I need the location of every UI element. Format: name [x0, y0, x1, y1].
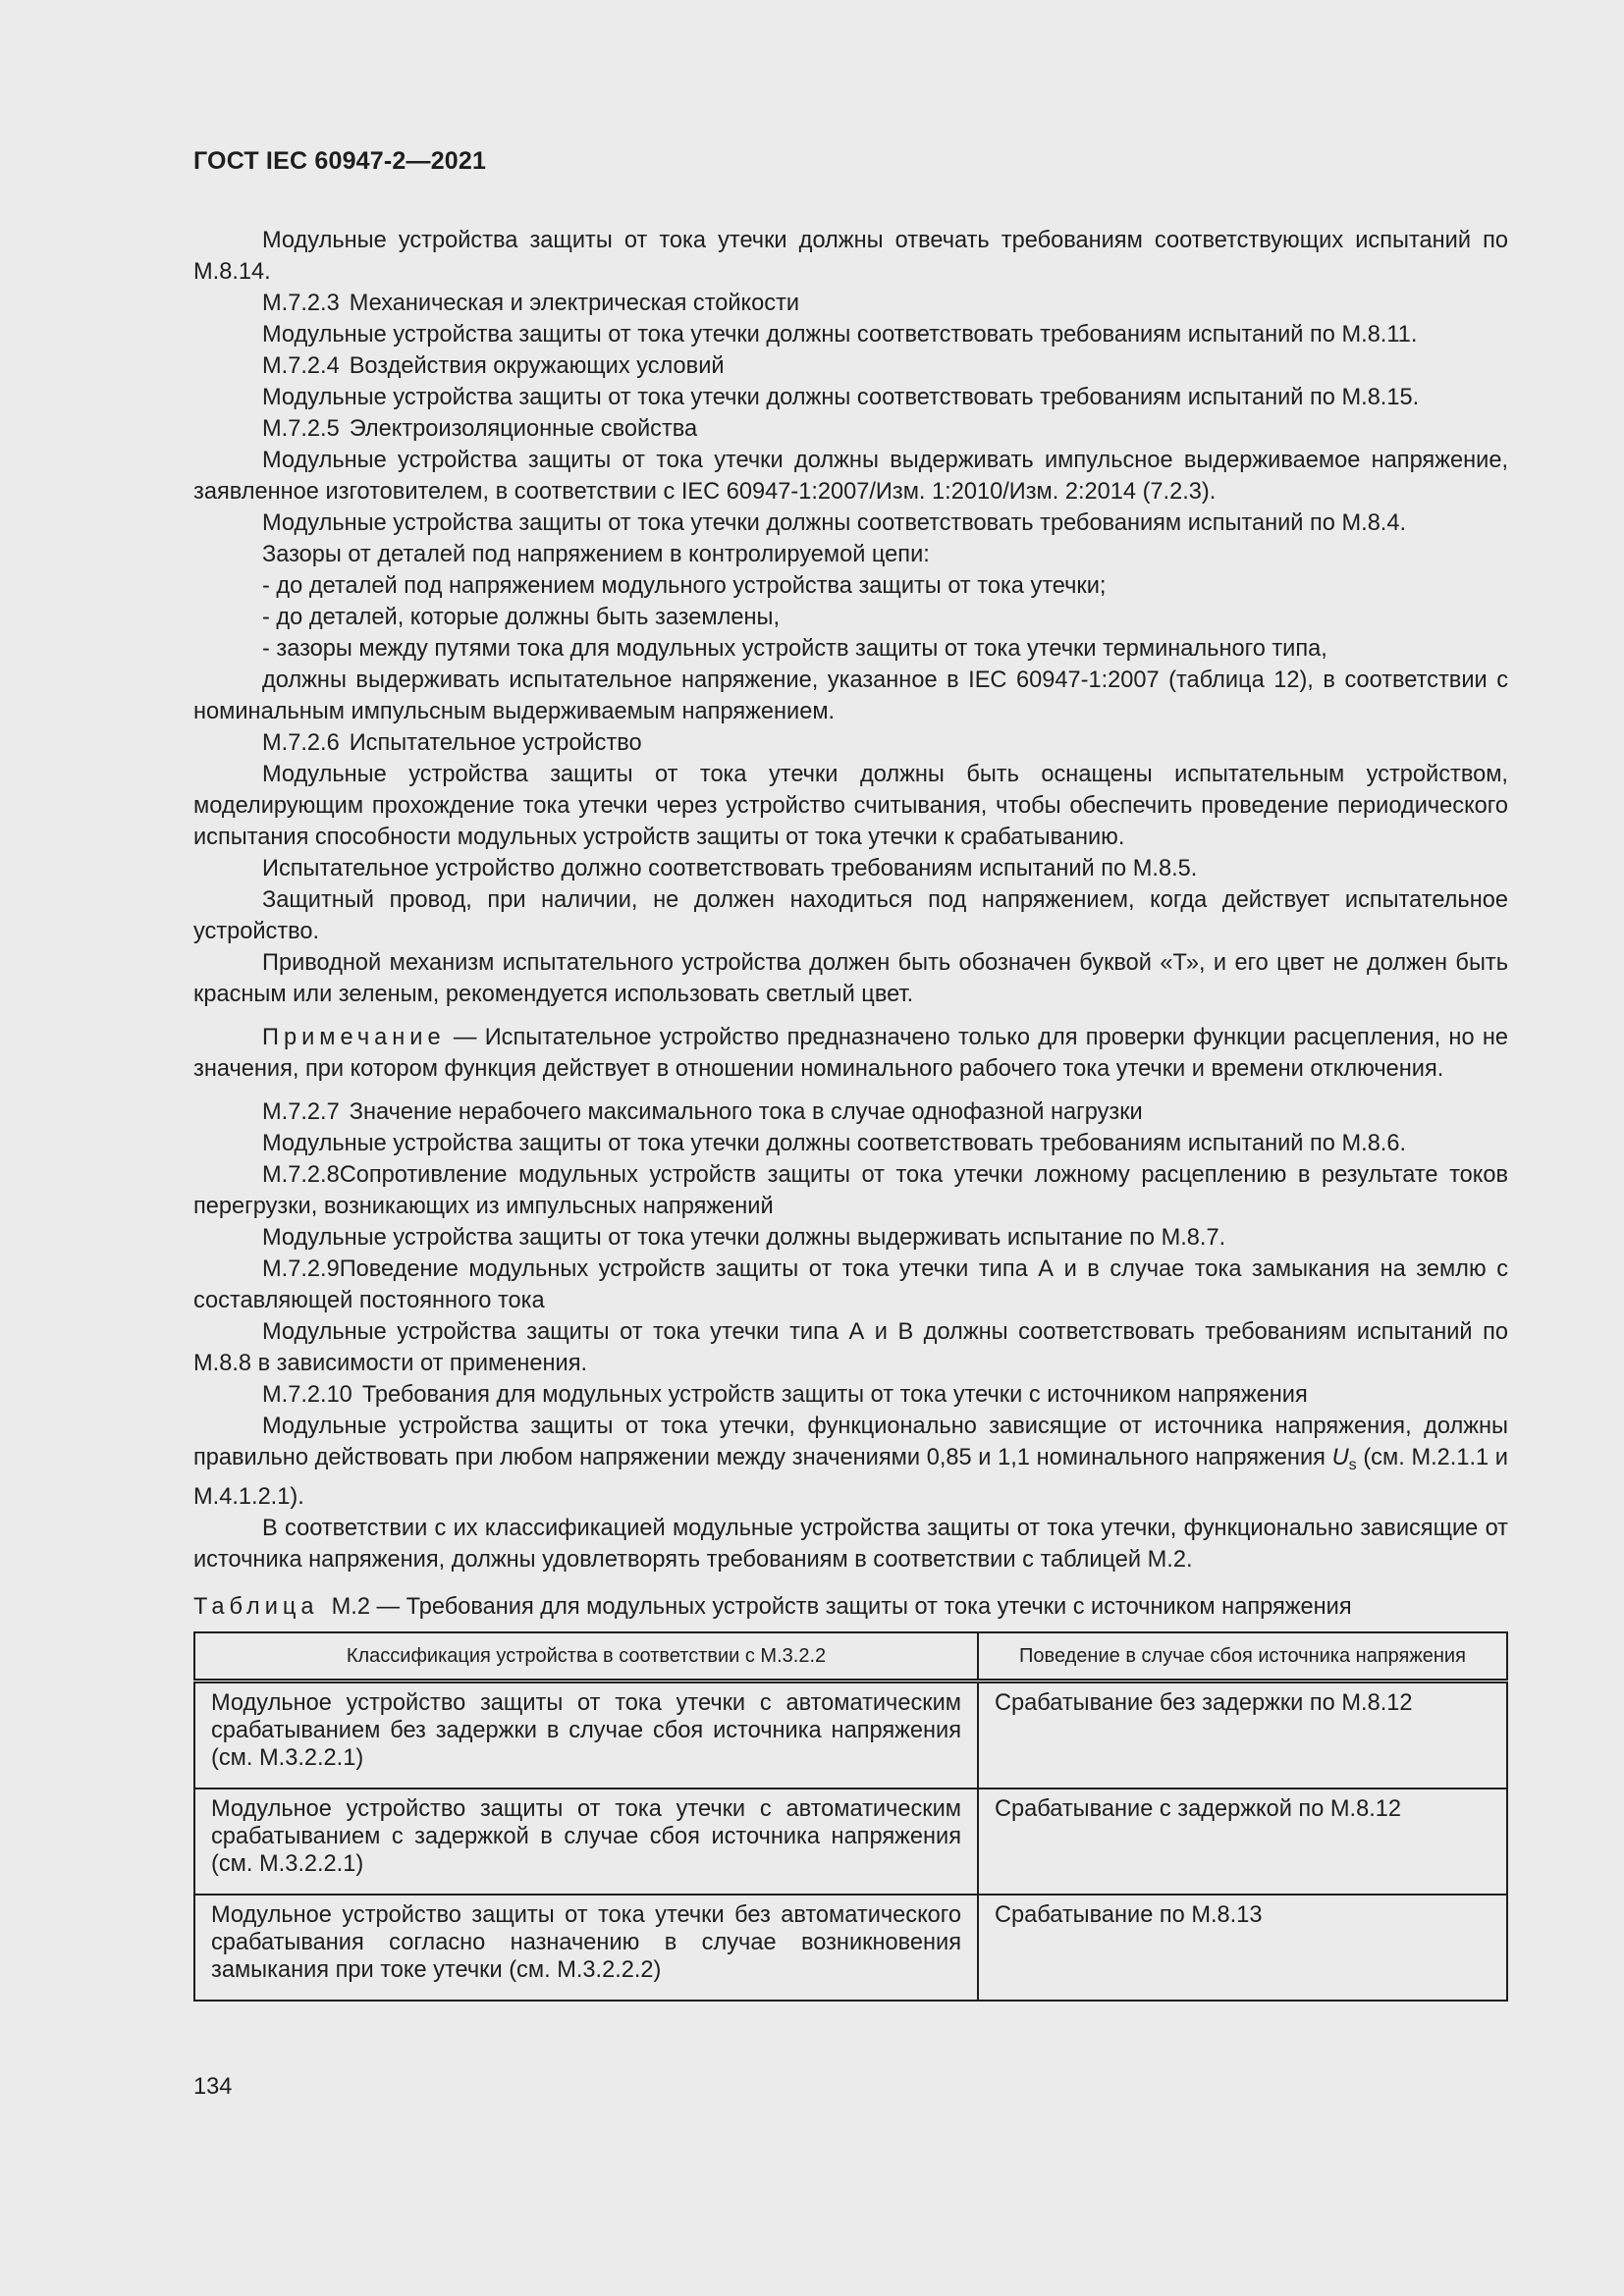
table-caption: [193, 1591, 1508, 1623]
page-number: 134: [193, 2074, 233, 2100]
table-cell: Срабатывание по М.8.13: [978, 1895, 1507, 2001]
note: [193, 1022, 1508, 1085]
paragraph: Модульные устройства защиты от тока утечки должны выдерживать импульсное выдерживаемое напряжение, заявленное изготовителем, в соответствии с IEC 60947-1:2007/Изм. 1:2010/Изм. 2:2014 (7.2.3).: [193, 448, 1508, 505]
paragraph: должны выдерживать испытательное напряжение, указанное в IEC 60947-1:2007 (таблица 12), в соответствии с номинальным импульсным выдерживаемым напряжением.: [193, 667, 1508, 724]
paragraph-text: Модульные устройства защиты от тока утечки, функционально зависящие от источника напряжения, должны правильно действовать при любом напряжении между значениями 0,85 и 1,1 номинального напряжения: [193, 1414, 1508, 1470]
paragraph: Модульные устройства защиты от тока утечки типа А и В должны соответствовать требованиям испытаний по М.8.8 в зависимости от применения.: [193, 1319, 1508, 1376]
table-row: [194, 1895, 1507, 2001]
table-cell: Срабатывание с задержкой по М.8.12: [978, 1789, 1507, 1895]
voltage-subscript: s: [1348, 1457, 1357, 1473]
paragraph: Испытательное устройство должно соответствовать требованиям испытаний по М.8.5.: [262, 856, 1198, 881]
table-caption-text: М.2 — Требования для модульных устройств защиты от тока утечки с источником напряжения: [331, 1594, 1352, 1620]
paragraph: Модульные устройства защиты от тока утечки должны быть оснащены испытательным устройством, моделирующим прохождение тока утечки через устройство считывания, чтобы обеспечить проведение периодического испытания способности модульных устройств защиты от тока утечки к срабатыванию.: [193, 762, 1508, 850]
paragraph-text: (см. М.2.1.1 и М.4.1.2.1).: [193, 1445, 1508, 1510]
paragraph: Модульные устройства защиты от тока утечки должны выдерживать испытание по М.8.7.: [262, 1225, 1226, 1251]
section-number: М.7.2.6: [262, 730, 340, 756]
note-label: Примечание: [262, 1025, 446, 1050]
section-heading-m7-2-3: [193, 288, 1508, 319]
table-cell: Модульное устройство защиты от тока утечки с автоматическим срабатыванием без задержки в случае сбоя источника напряжения (см. М.3.2.2.1): [194, 1682, 978, 1789]
table-row: [194, 1789, 1507, 1895]
section-number: М.7.2.3: [262, 291, 340, 316]
section-title: Поведение модульных устройств защиты от тока утечки типа А и в случае тока замыкания на землю с составляющей постоянного тока: [193, 1256, 1508, 1313]
table-row: [194, 1682, 1507, 1789]
section-heading-m7-2-6: [193, 727, 1508, 759]
section-heading-m7-2-9: [193, 1254, 1508, 1316]
list-item: - до деталей под напряжением модульного устройства защиты от тока утечки;: [262, 573, 1107, 599]
section-heading-m7-2-10: [193, 1379, 1508, 1411]
paragraph: В соответствии с их классификацией модульные устройства защиты от тока утечки, функционально зависящие от источника напряжения, должны удовлетворять требованиям в соответствии с таблицей М.2.: [193, 1516, 1508, 1573]
table-cell: Модульное устройство защиты от тока утечки без автоматического срабатывания согласно назначению в случае возникновения замыкания при токе утечки (см. М.3.2.2.2): [194, 1895, 978, 2001]
table-cell: Срабатывание без задержки по М.8.12: [978, 1682, 1507, 1789]
list-item: - до деталей, которые должны быть заземлены,: [262, 605, 780, 630]
section-number: М.7.2.10: [262, 1382, 352, 1408]
column-header-classification: Классификация устройства в соответствии с М.3.2.2: [194, 1632, 978, 1682]
list-item: - зазоры между путями тока для модульных устройств защиты от тока утечки терминального типа,: [262, 636, 1327, 662]
paragraph: [193, 1411, 1508, 1513]
paragraph: Модульные устройства защиты от тока утечки должны соответствовать требованиям испытаний по М.8.15.: [262, 385, 1420, 410]
paragraph: Модульные устройства защиты от тока утечки должны отвечать требованиям соответствующих испытаний по М.8.14.: [193, 228, 1508, 285]
paragraph: Защитный провод, при наличии, не должен находиться под напряжением, когда действует испытательное устройство.: [193, 887, 1508, 944]
column-header-behavior: Поведение в случае сбоя источника напряжения: [978, 1632, 1507, 1682]
section-number: М.7.2.9: [262, 1256, 340, 1282]
table-header-row: [194, 1632, 1507, 1682]
document-body: [193, 225, 1508, 2002]
section-title: Сопротивление модульных устройств защиты от тока утечки ложному расцеплению в результате токов перегрузки, возникающих из импульсных напряжений: [193, 1162, 1508, 1219]
requirements-table: [193, 1631, 1508, 2002]
paragraph: Модульные устройства защиты от тока утечки должны соответствовать требованиям испытаний по М.8.4.: [262, 510, 1407, 536]
table-cell: Модульное устройство защиты от тока утечки с автоматическим срабатыванием с задержкой в случае сбоя источника напряжения (см. М.3.2.2.1): [194, 1789, 978, 1895]
section-title: Механическая и электрическая стойкости: [349, 291, 800, 316]
voltage-symbol: U: [1331, 1445, 1349, 1470]
paragraph: Модульные устройства защиты от тока утечки должны соответствовать требованиям испытаний по М.8.11.: [262, 322, 1418, 347]
section-title: Требования для модульных устройств защиты от тока утечки с источником напряжения: [361, 1382, 1308, 1408]
section-heading-m7-2-8: [193, 1159, 1508, 1222]
section-heading-m7-2-7: [193, 1096, 1508, 1128]
note-text: — Испытательное устройство предназначено только для проверки функции расцепления, но не значения, при котором функция действует в отношении номинального рабочего тока утечки и времени отключения.: [193, 1025, 1508, 1082]
table-caption-word: Таблица: [193, 1594, 319, 1620]
section-heading-m7-2-4: [193, 350, 1508, 382]
paragraph: Приводной механизм испытательного устройства должен быть обозначен буквой «Т», и его цвет не должен быть красным или зеленым, рекомендуется использовать светлый цвет.: [193, 950, 1508, 1007]
section-number: М.7.2.5: [262, 416, 340, 442]
section-heading-m7-2-5: [193, 413, 1508, 445]
section-number: М.7.2.4: [262, 353, 340, 379]
section-title: Воздействия окружающих условий: [349, 353, 725, 379]
document-header: ГОСТ IEC 60947-2—2021: [193, 147, 487, 175]
paragraph: Модульные устройства защиты от тока утечки должны соответствовать требованиям испытаний по М.8.6.: [262, 1131, 1407, 1156]
section-number: М.7.2.8: [262, 1162, 340, 1188]
section-title: Электроизоляционные свойства: [349, 416, 698, 442]
section-title: Испытательное устройство: [349, 730, 642, 756]
section-number: М.7.2.7: [262, 1099, 340, 1125]
paragraph: Зазоры от деталей под напряжением в контролируемой цепи:: [262, 542, 930, 567]
section-title: Значение нерабочего максимального тока в случае однофазной нагрузки: [349, 1099, 1143, 1125]
